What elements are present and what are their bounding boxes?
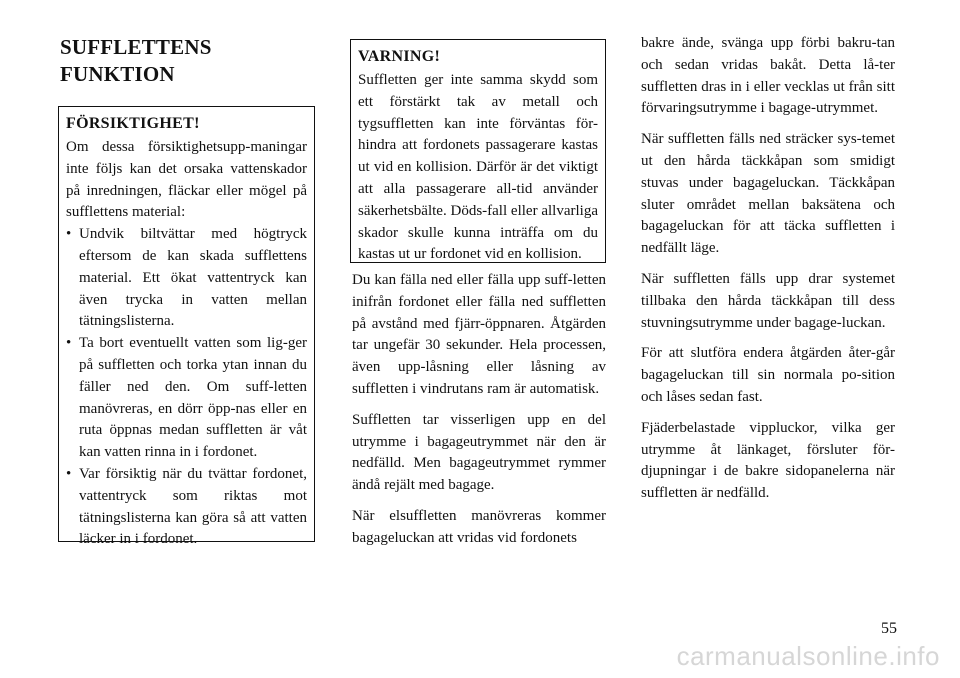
column-3-body [641, 33, 895, 505]
caution-bullet-text: Ta bort eventuellt vatten som lig-ger på suffletten och torka ytan innan du fäller ned den. Om suff-letten manövreras, en dörr öpp-nas eller en ruta öppnas medan suffletten är våt kan vatten rinna in i fordonet. [79, 335, 307, 461]
body-paragraph: När suffletten fälls upp drar systemet tillbaka den hårda täckkåpan till dess stuvningsutrymme under bagage-luckan. [641, 270, 895, 331]
body-paragraph: Suffletten tar visserligen upp en del utrymme i bagageutrymmet när den är nedfälld. Men bagageutrymmet rymmer ändå rejält med bagage. [352, 411, 606, 494]
section-heading: SUFFLETTENS FUNKTION [60, 35, 212, 86]
body-paragraph: För att slutföra endera åtgärden åter-går bagageluckan till sin normala po-sition och låses sedan fast. [641, 345, 895, 405]
body-paragraph: När suffletten fälls ned sträcker sys-temet ut den hårda täckkåpan som smidigt stuvas under bagageluckan. Täckkåpan sluter området mellan baksätena och bagageluckan för att täcka suffletten i nedfällt läge. [641, 131, 895, 257]
caution-bullet-text: Undvik biltvättar med högtryck eftersom de kan skada sufflettens material. Ett ökat vattentryck kan även trycka in vatten mellan tätningslisterna. [79, 226, 307, 330]
body-paragraph: Fjäderbelastade vippluckor, vilka ger utrymme åt länkaget, försluter för-djupningar i de bakre sidopanelerna när suffletten är nedfälld. [641, 419, 895, 502]
body-paragraph: När elsuffletten manövreras kommer bagageluckan att vridas vid fordonets [352, 507, 606, 546]
caution-bullet [66, 464, 307, 551]
bullet-icon: • [66, 226, 72, 243]
bullet-icon: • [66, 335, 72, 352]
caution-title: FÖRSIKTIGHET! [66, 115, 200, 132]
warning-title: VARNING! [358, 48, 441, 65]
caution-bullet [66, 333, 307, 464]
caution-bullet [66, 224, 307, 333]
page-number: 55 [881, 620, 897, 637]
caution-box [58, 106, 315, 548]
warning-text: Suffletten ger inte samma skydd som ett förstärkt tak av metall och tygsuffletten kan inte förväntas för-hindra att fordonets passagerare kastas ut vid en kollision. Därför är det viktigt att alla passagerare all-tid använder säkerhetsbälte. Döds-fall eller allvarliga skador skulle kunna inträffa om du kastas ut ur fordonet vid en kollision. [358, 72, 598, 263]
body-paragraph: Du kan fälla ned eller fälla upp suff-letten inifrån fordonet eller fälla ned suffletten på avstånd med fjärr-öppnaren. Åtgärden tar ungefär 30 sekunder. Hela processen, även upp-låsning eller låsning av suffletten i vindrutans ram är automatisk. [352, 272, 606, 397]
caution-bullet-text: Var försiktig när du tvättar fordonet, vattentryck som riktas mot tätningslisterna kan göra så att vatten läcker in i fordonet. [79, 465, 307, 548]
column-2-body [352, 270, 606, 550]
watermark: carmanualsonline.info [676, 641, 940, 671]
caution-bullet-list [66, 224, 307, 551]
bullet-icon: • [66, 465, 72, 482]
warning-box [350, 39, 606, 263]
body-paragraph: bakre ände, svänga upp förbi bakru-tan och sedan vridas bakåt. Detta lå-ter suffletten dras in i eller vecklas ut från sitt förvaringsutrymme i bagage-utrymmet. [641, 35, 895, 117]
caution-intro: Om dessa försiktighetsupp-maningar inte följs kan det orsaka vattenskador på inredningen, fläckar eller mögel på sufflettens material: [66, 139, 307, 221]
